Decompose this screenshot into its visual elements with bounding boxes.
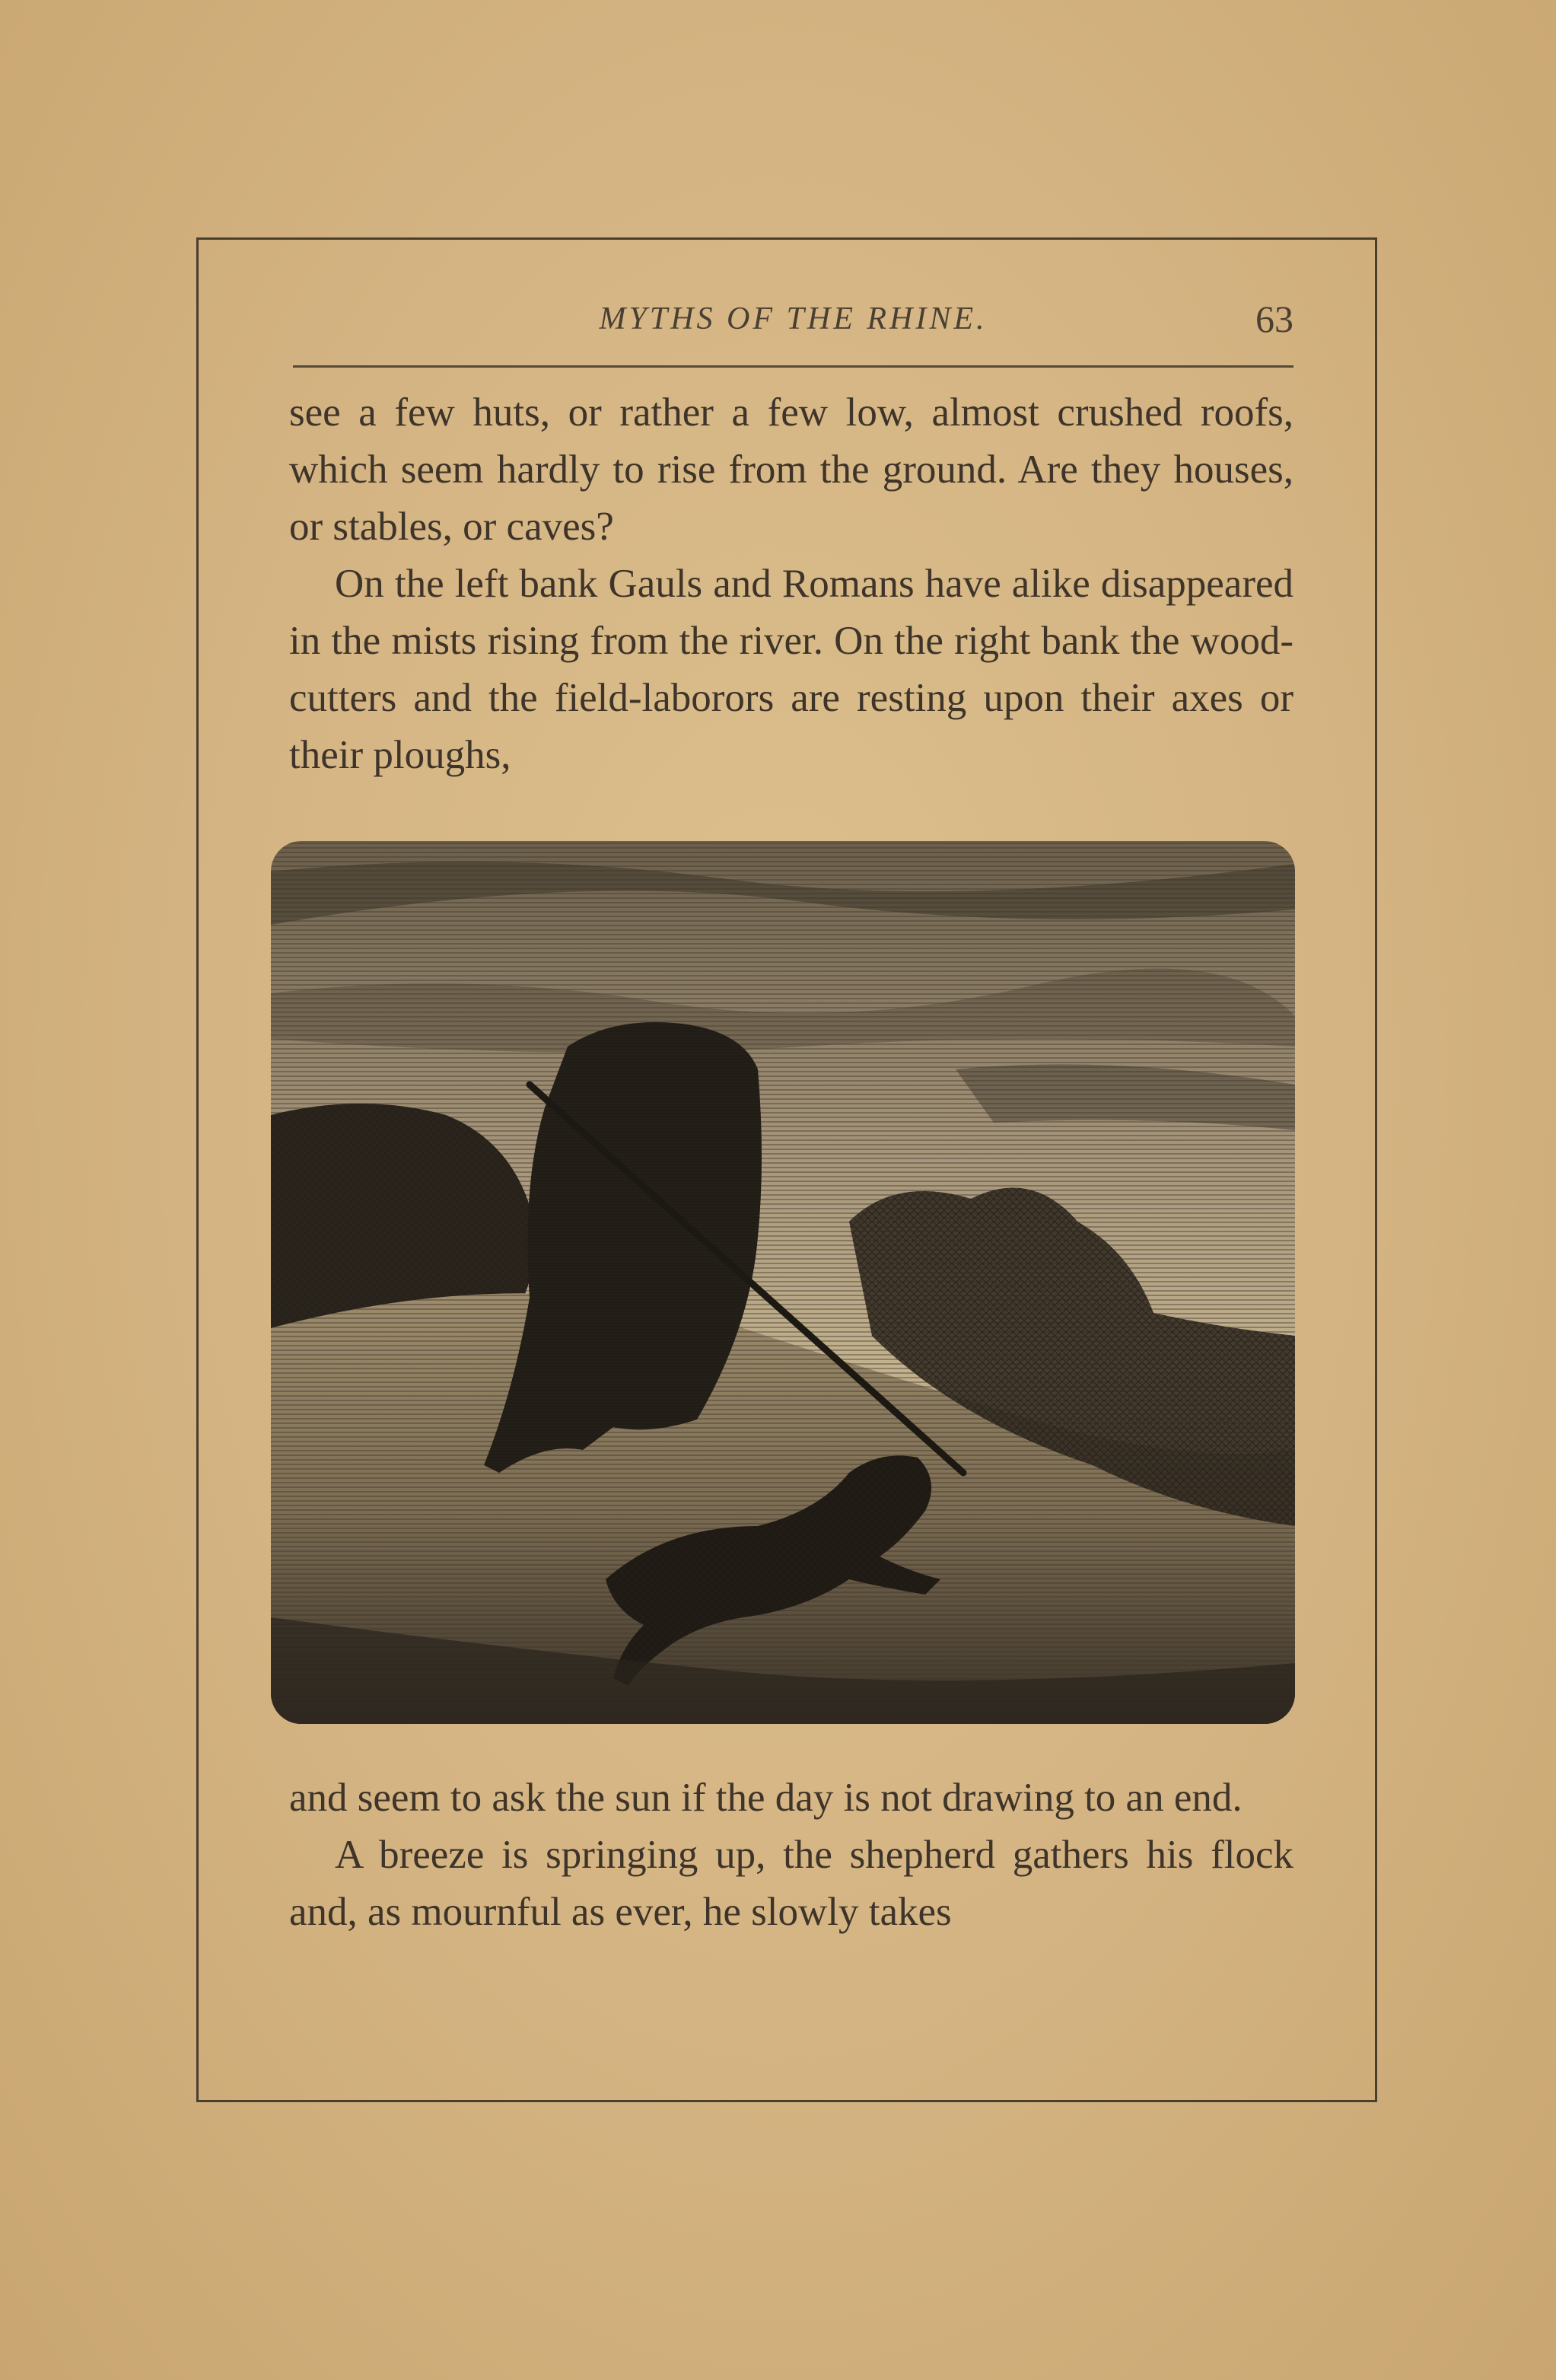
running-title: MYTHS OF THE RHINE. (599, 301, 988, 336)
paragraph: On the left bank Gauls and Romans have alike disappeared in the mists rising from the river. On the right bank the wood-cutters and the field-laborors are resting upon their axes or their ploughs, (289, 562, 1293, 777)
paragraph: A breeze is springing up, the shepherd gathers his flock and, as mournful as ever, he slowly takes (289, 1833, 1293, 1934)
paragraph: see a few huts, or rather a few low, almost crushed roofs, which seem hardly to rise from the ground. Are they houses, or stables, or caves? (289, 390, 1293, 549)
engraving-illustration (271, 841, 1295, 1724)
shepherd-and-dog-engraving (271, 841, 1295, 1724)
lower-text-block (289, 1770, 1293, 1941)
page-header (293, 297, 1293, 368)
paragraph: and seem to ask the sun if the day is not drawing to an end. (289, 1776, 1243, 1820)
page-number: 63 (1255, 298, 1293, 340)
upper-text-block (289, 384, 1293, 784)
